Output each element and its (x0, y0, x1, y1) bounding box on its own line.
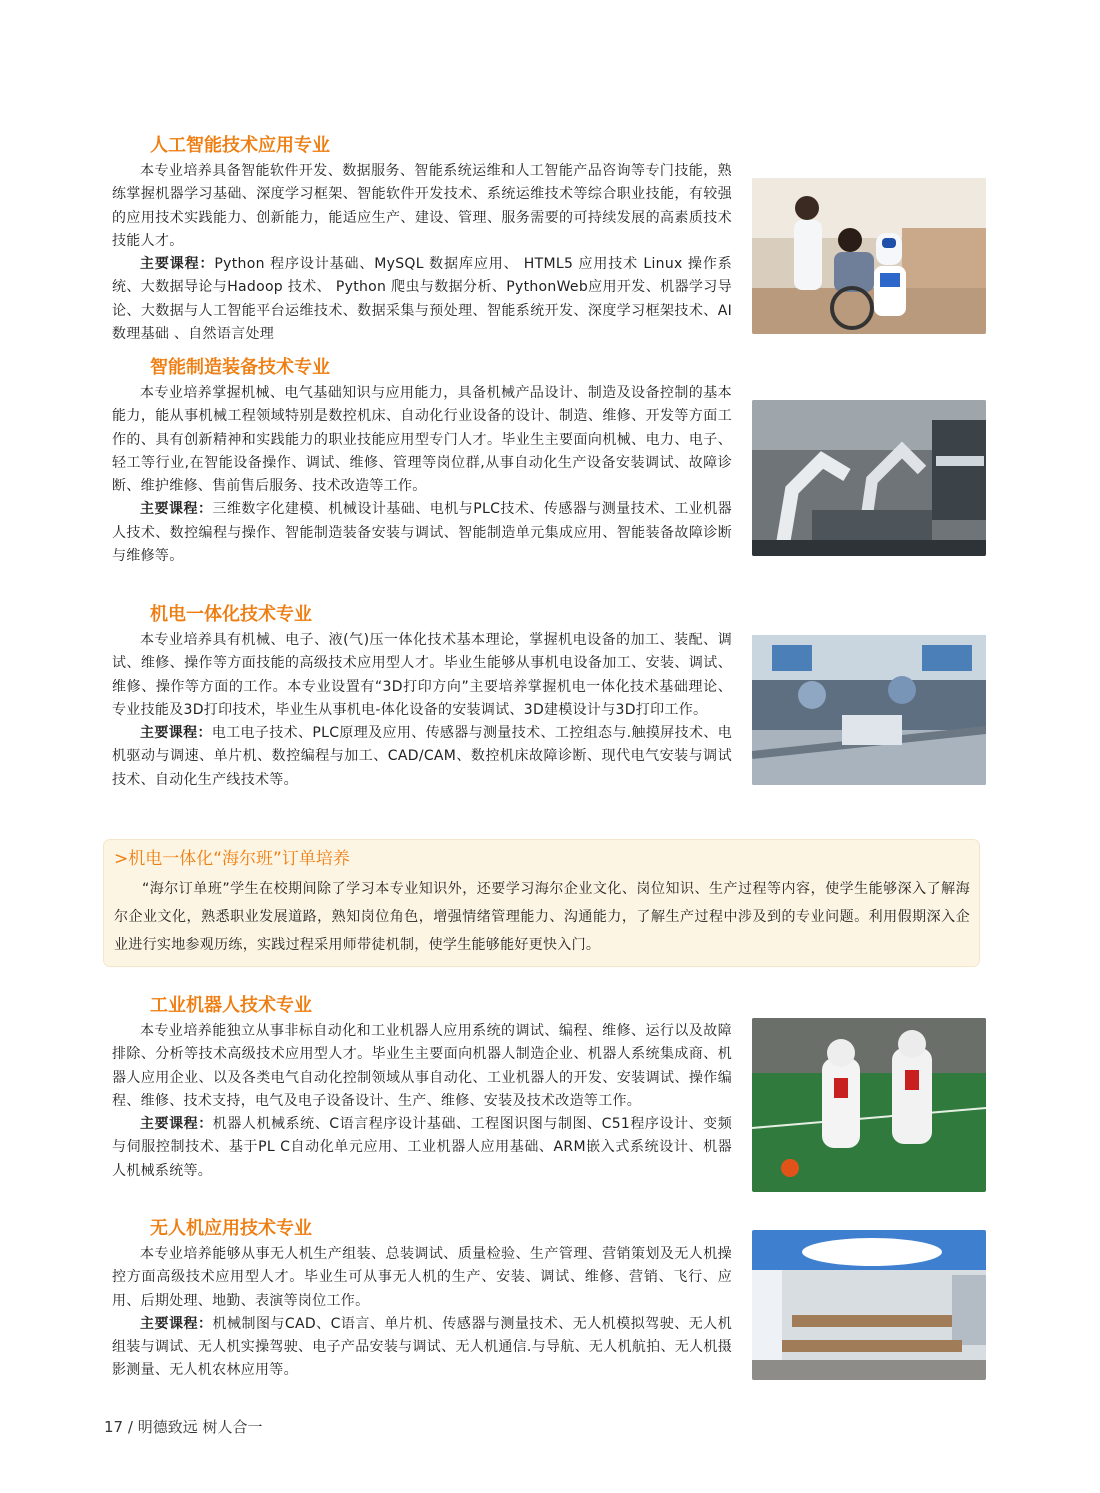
photo-industrial-robot-arms (752, 400, 986, 556)
course-list: Python 程序设计基础、MySQL 数据库应用、 HTML5 应用技术 Linux 操作系统、大数据导论与Hadoop 技术、 Python 爬虫与数据分析、PythonWeb应用开发、机器学习导论、大数据与人工智能平台运维技术、数据采集与预处理、智能系统开发、深度学习框架技术、AI 数理基础 、自然语言处理 (112, 256, 733, 343)
section-drone (112, 1217, 732, 1383)
course-label: 主要课程： (140, 501, 213, 518)
section-courses (112, 1113, 732, 1183)
page-number: 17 (104, 1418, 124, 1436)
course-list: 三维数字化建模、机械设计基础、电机与PLC技术、传感器与测量技术、工业机器人技术、数控编程与操作、智能制造装备安装与调试、智能制造单元集成应用、智能装备故障诊断与维修等。 (112, 501, 732, 565)
course-label: 主要课程： (140, 256, 215, 273)
photo-service-robot (752, 178, 986, 334)
section-courses (112, 253, 732, 346)
section-title: 智能制造装备技术专业 (150, 357, 330, 378)
photo-production-line (752, 635, 986, 785)
course-label: 主要课程： (140, 725, 212, 742)
course-label: 主要课程： (140, 1116, 213, 1133)
section-title: 工业机器人技术专业 (150, 995, 312, 1016)
section-courses (112, 1313, 732, 1383)
footer-slogan: 明德致远 树人合一 (137, 1418, 263, 1436)
callout-title: >机电一体化“海尔班”订单培养 (114, 849, 350, 869)
section-title: 机电一体化技术专业 (150, 604, 312, 625)
section-courses (112, 722, 732, 792)
course-list: 机械制图与CAD、C语言、单片机、传感器与测量技术、无人机模拟驾驶、无人机组装与调试、无人机实操驾驶、电子产品安装与调试、无人机通信.与导航、无人机航拍、无人机摄影测量、无人机农林应用等。 (112, 1315, 732, 1379)
section-intro: 本专业培养能独立从事非标自动化和工业机器人应用系统的调试、编程、维修、运行以及故障排除、分析等技术高级技术应用型人才。毕业生主要面向机器人制造企业、机器人系统集成商、机器人应用企业、以及各类电气自动化控制领域从事自动化、工业机器人的开发、安装调试、操作编程、维修、技术支持，电气及电子设备设计、生产、维修、安装及技术改造等工作。 (112, 1023, 732, 1109)
section-courses (112, 498, 732, 568)
section-intro: 本专业培养能够从事无人机生产组装、总装调试、质量检验、生产管理、营销策划及无人机操控方面高级技术应用型人才。毕业生可从事无人机的生产、安装、调试、维修、营销、飞行、应用、后期处理、地勤、表演等岗位工作。 (112, 1246, 732, 1309)
footer-separator: / (123, 1418, 138, 1436)
callout-body: “海尔订单班”学生在校期间除了学习本专业知识外，还要学习海尔企业文化、岗位知识、生产过程等内容，使学生能够深入了解海尔企业文化，熟悉职业发展道路，熟知岗位角色，增强情绪管理能力、沟通能力，了解生产过程中涉及到的专业问题。利用假期深入企业进行实地参观历练，实践过程采用师带徒机制，使学生能够能好更快入门。 (114, 881, 970, 953)
course-list: 电工电子技术、PLC原理及应用、传感器与测量技术、工控组态与.触摸屏技术、电机驱动与调速、单片机、数控编程与加工、CAD/CAM、数控机床故障诊断、现代电气安装与调试技术、自动化生产线技术等。 (112, 725, 732, 788)
course-list: 机器人机械系统、C语言程序设计基础、工程图识图与制图、C51程序设计、变频与伺服控制技术、基于PL C自动化单元应用、工业机器人应用基础、ARM嵌入式系统设计、机器人机械系统等。 (112, 1116, 733, 1179)
section-mechatronics (112, 603, 732, 792)
photo-drone-lab (752, 1230, 986, 1380)
section-intro: 本专业培养具备智能软件开发、数据服务、智能系统运维和人工智能产品咨询等专门技能，熟练掌握机器学习基础、深度学习框架、智能软件开发技术、系统运维技术等综合职业技能，有较强的应用技术实践能力、创新能力，能适应生产、建设、管理、服务需要的可持续发展的高素质技术技能人才。 (112, 163, 732, 249)
section-intelligent-manufacturing (112, 356, 732, 568)
section-intro: 本专业培养掌握机械、电气基础知识与应用能力，具备机械产品设计、制造及设备控制的基本能力，能从事机械工程领域特别是数控机床、自动化行业设备的设计、制造、维修、开发等方面工作的、具有创新精神和实践能力的职业技能应用型专门人才。毕业生主要面向机械、电力、电子、轻工等行业,在智能设备操作、调试、维修、管理等岗位群,从事自动化生产设备安装调试、故障诊断、维护维修、售前售后服务、技术改造等工作。 (112, 385, 732, 495)
section-industrial-robot (112, 994, 732, 1183)
section-title: 人工智能技术应用专业 (150, 135, 330, 156)
photo-soccer-robots (752, 1018, 986, 1192)
section-title: 无人机应用技术专业 (150, 1218, 312, 1239)
course-label: 主要课程： (140, 1315, 213, 1332)
page-footer (104, 1416, 262, 1437)
section-ai (112, 134, 732, 346)
haier-class-callout (104, 840, 979, 966)
section-intro: 本专业培养具有机械、电子、液(气)压一体化技术基本理论，掌握机电设备的加工、装配、调试、维修、操作等方面技能的高级技术应用型人才。毕业生能够从事机电设备加工、安装、调试、维修、操作等方面的工作。本专业设置有“3D打印方向”主要培养掌握机电一体化技术基础理论、专业技能及3D打印技术，毕业生从事机电-体化设备的安装调试、3D建模设计与3D打印工作。 (112, 632, 732, 718)
